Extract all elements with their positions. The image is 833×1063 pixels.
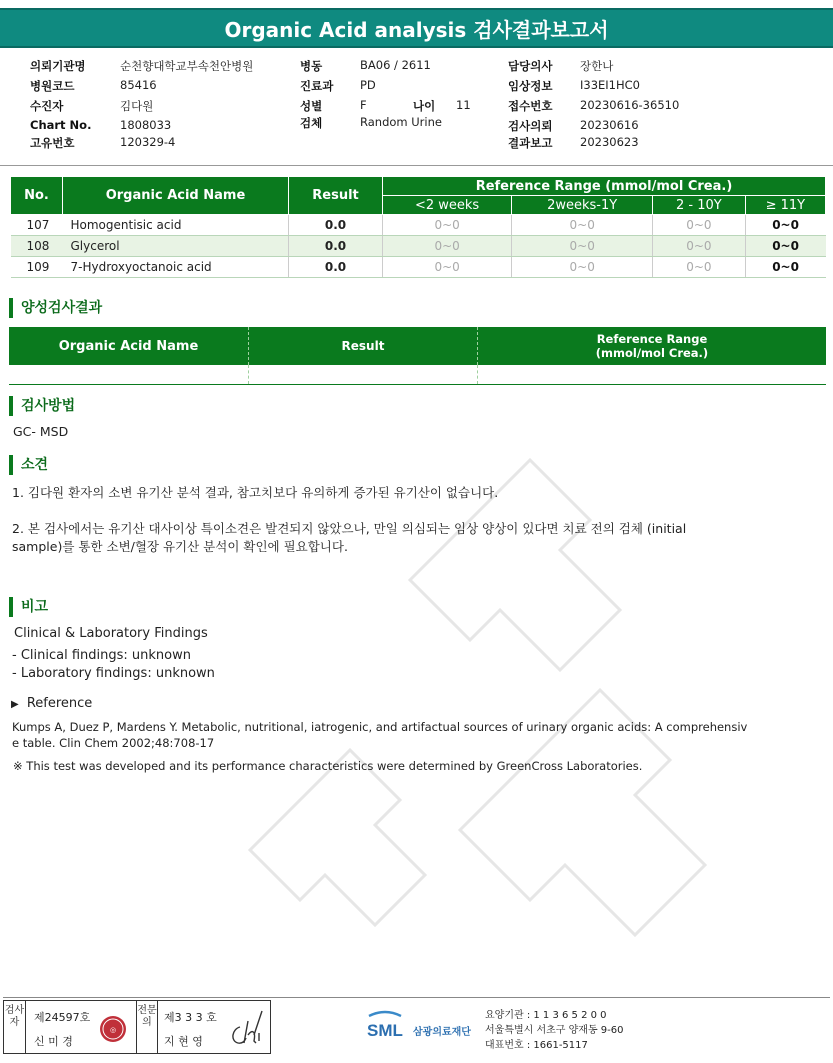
col-reference-header: Reference Range (mmol/mol Crea.) xyxy=(383,177,826,196)
row-no: 109 xyxy=(11,257,63,278)
triangle-icon: ▶ xyxy=(11,699,19,710)
row-result: 0.0 xyxy=(289,236,383,257)
pos-cell xyxy=(478,365,826,384)
hospital-code-value: 85416 xyxy=(120,78,157,92)
row-ref: 0~0 xyxy=(745,236,825,257)
specialist-no: 제3 3 3 호 xyxy=(164,1011,217,1024)
remarks-line-2: - Clinical findings: unknown xyxy=(12,648,191,663)
divider xyxy=(0,165,833,166)
examinee-label: 수진자 xyxy=(30,99,64,113)
clinical-info-label: 임상정보 xyxy=(508,79,553,93)
reference-text-a: Kumps A, Duez P, Mardens Y. Metabolic, nutritional, iatrogenic, and artifactual sources of urinary organic acids: A comprehensiv xyxy=(12,720,748,734)
range-header-2w-1y: 2weeks-1Y xyxy=(512,196,653,215)
phone: 대표번호 : 1661-5117 xyxy=(485,1040,588,1051)
opinion-line-1: 1. 김다원 환자의 소변 유기산 분석 결과, 참고치보다 유의하게 증가된 유기산이 없습니다. xyxy=(12,485,499,500)
positive-results-header xyxy=(9,327,826,365)
specialist-label: 전문의 xyxy=(136,1001,158,1053)
chart-no-label: Chart No. xyxy=(30,118,92,132)
pos-cell xyxy=(249,365,478,384)
department-value: PD xyxy=(360,78,376,92)
positive-results-table xyxy=(9,327,826,385)
handwritten-signature xyxy=(226,1007,266,1049)
sex-value: F xyxy=(360,98,367,112)
range-header-lt2w: <2 weeks xyxy=(383,196,512,215)
row-ref: 0~0 xyxy=(653,215,746,236)
hospital-code-label: 병원코드 xyxy=(30,79,75,93)
reference-label-row xyxy=(11,696,92,711)
requesting-institution-label: 의뢰기관명 xyxy=(30,59,86,73)
row-no: 108 xyxy=(11,236,63,257)
row-no: 107 xyxy=(11,215,63,236)
test-request-value: 20230616 xyxy=(580,118,639,132)
row-ref: 0~0 xyxy=(383,257,512,278)
specimen-label: 검체 xyxy=(300,116,323,130)
inspector-label: 검사자 xyxy=(4,1001,26,1053)
range-header-ge11y: ≥ 11Y xyxy=(745,196,825,215)
positive-results-empty-row xyxy=(9,365,826,385)
test-note: ※ This test was developed and its performance characteristics were determined by GreenCross Laboratories. xyxy=(13,759,643,773)
row-ref: 0~0 xyxy=(512,215,653,236)
ward-value: BA06 / 2611 xyxy=(360,58,431,72)
department-label: 진료과 xyxy=(300,79,334,93)
row-name: 7-Hydroxyoctanoic acid xyxy=(63,257,289,278)
reference-label: Reference xyxy=(26,696,93,711)
row-ref: 0~0 xyxy=(745,215,825,236)
opinion-line-2b: sample)를 통한 소변/혈장 유기산 분석이 확인에 필요합니다. xyxy=(12,539,348,554)
age-label: 나이 xyxy=(413,99,436,113)
pos-col-name: Organic Acid Name xyxy=(9,327,249,365)
inspector-no: 제24597호 xyxy=(34,1011,91,1024)
doctor-label: 담당의사 xyxy=(508,59,553,73)
requesting-institution-value: 순천향대학교부속천안병원 xyxy=(120,59,254,73)
org-info xyxy=(485,1008,624,1053)
row-result: 0.0 xyxy=(289,257,383,278)
receipt-no-value: 20230616-36510 xyxy=(580,98,680,112)
remarks-line-3: - Laboratory findings: unknown xyxy=(12,666,215,681)
pos-cell xyxy=(9,365,249,384)
result-report-label: 결과보고 xyxy=(508,136,553,150)
pos-col-reference-line1: Reference Range xyxy=(596,332,708,346)
col-result-header: Result xyxy=(289,177,383,215)
row-ref: 0~0 xyxy=(653,236,746,257)
row-result: 0.0 xyxy=(289,215,383,236)
remarks-line-1: Clinical & Laboratory Findings xyxy=(14,626,208,641)
patient-info xyxy=(0,55,833,155)
address: 서울특별시 서초구 양재동 9-60 xyxy=(485,1025,624,1036)
row-ref: 0~0 xyxy=(383,236,512,257)
test-request-label: 검사의뢰 xyxy=(508,119,553,133)
logo-text: SML xyxy=(367,1021,403,1040)
pos-col-result: Result xyxy=(249,327,478,365)
row-ref: 0~0 xyxy=(383,215,512,236)
specialist-name: 지 현 영 xyxy=(164,1035,203,1048)
col-name-header: Organic Acid Name xyxy=(63,177,289,215)
row-ref: 0~0 xyxy=(512,257,653,278)
clinical-info-value: I33EI1HC0 xyxy=(580,78,640,92)
opinion-line-2a: 2. 본 검사에서는 유기산 대사이상 특이소견은 발견되지 않았으나, 만일 의심되는 임상 양상이 있다면 치료 전의 검체 (initial xyxy=(12,521,687,536)
remarks-heading: 비고 xyxy=(9,597,48,617)
row-ref: 0~0 xyxy=(512,236,653,257)
report-footer xyxy=(3,997,830,1055)
method-heading: 검사방법 xyxy=(9,396,75,416)
row-ref: 0~0 xyxy=(653,257,746,278)
doctor-value: 장한나 xyxy=(580,59,614,73)
age-value: 11 xyxy=(456,98,471,112)
opinion-heading: 소견 xyxy=(9,455,48,475)
examinee-value: 김다원 xyxy=(120,99,154,113)
care-institution: 요양기관 : 1 1 3 6 5 2 0 0 xyxy=(485,1010,607,1021)
range-header-2-10y: 2 - 10Y xyxy=(653,196,746,215)
svg-text:◎: ◎ xyxy=(109,1026,117,1034)
positive-results-heading: 양성검사결과 xyxy=(9,298,102,318)
col-no-header: No. xyxy=(11,177,63,215)
chart-no-value: 1808033 xyxy=(120,118,172,132)
row-name: Homogentisic acid xyxy=(63,215,289,236)
unique-no-label: 고유번호 xyxy=(30,136,75,150)
seal-stamp xyxy=(98,1014,128,1044)
results-table xyxy=(10,176,826,278)
result-report-value: 20230623 xyxy=(580,135,639,149)
table-row xyxy=(11,215,826,236)
ward-label: 병동 xyxy=(300,59,323,73)
report-title: Organic Acid analysis 검사결과보고서 xyxy=(0,8,833,48)
unique-no-value: 120329-4 xyxy=(120,135,176,149)
sex-label: 성별 xyxy=(300,99,323,113)
table-row xyxy=(11,236,826,257)
pos-col-reference xyxy=(478,327,826,365)
specimen-value: Random Urine xyxy=(360,115,442,129)
inspector-name: 신 미 경 xyxy=(34,1035,73,1048)
reference-text-b: e table. Clin Chem 2002;48:708-17 xyxy=(12,736,215,750)
pos-col-reference-line2: (mmol/mol Crea.) xyxy=(595,346,709,360)
sml-logo xyxy=(365,1006,485,1046)
method-text: GC- MSD xyxy=(13,424,69,439)
logo-org: 삼광의료재단 xyxy=(413,1027,471,1038)
table-row xyxy=(11,257,826,278)
row-name: Glycerol xyxy=(63,236,289,257)
receipt-no-label: 접수번호 xyxy=(508,99,553,113)
signature-box xyxy=(3,1000,271,1054)
row-ref: 0~0 xyxy=(745,257,825,278)
